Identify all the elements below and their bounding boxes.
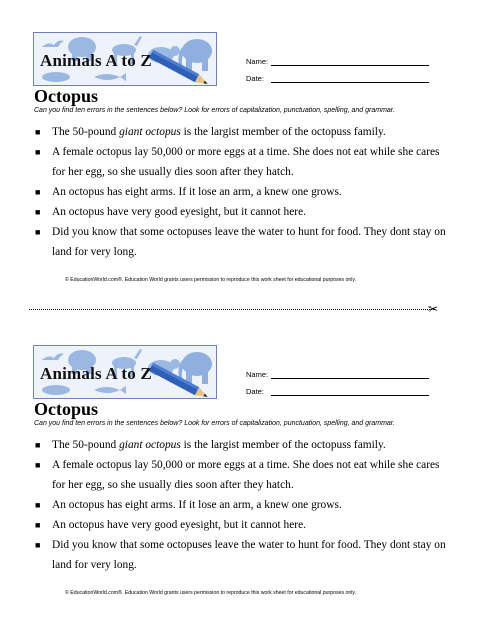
sentence-text: is the largist member of the octopuss family.: [180, 126, 386, 138]
sentence-item: [34, 455, 454, 495]
square-bullet-icon: ■: [35, 127, 41, 137]
animals-a-to-z-banner: [33, 32, 217, 86]
copyright-notice: © EducationWorld.com®. Education World grants users permission to reproduce this work sheet for educational purposes only.: [65, 590, 357, 596]
square-bullet-icon: ■: [35, 207, 41, 217]
sentence-text: The 50-pound: [52, 126, 120, 138]
sentence-text: An octopus has eight arms. If it lose an arm, a knew one grows.: [52, 186, 342, 198]
instructions: Can you find ten errors in the sentences below? Look for errors of capitalization, punctuation, spelling, and grammar.: [34, 420, 395, 427]
name-label: Name:: [246, 370, 269, 379]
sentence-item: [34, 535, 454, 575]
worksheet-title: Octopus: [34, 399, 99, 419]
sentence-list: [34, 122, 454, 262]
sentence-text: An octopus has eight arms. If it lose an arm, a knew one grows.: [52, 499, 342, 511]
sentence-text: is the largist member of the octopuss family.: [180, 439, 386, 451]
cut-line: [29, 309, 434, 310]
worksheet-title: Octopus: [34, 86, 99, 106]
sentence-text: Did you know that some octopuses leave the water to hunt for food. They dont stay on land for very long.: [52, 226, 446, 258]
date-label: Date:: [246, 74, 264, 83]
sentence-item: [34, 435, 454, 455]
square-bullet-icon: ■: [35, 520, 41, 530]
square-bullet-icon: ■: [35, 227, 41, 237]
animals-a-to-z-banner: [33, 345, 217, 399]
sentence-item: [34, 142, 454, 182]
name-label: Name:: [246, 57, 269, 66]
date-label: Date:: [246, 387, 264, 396]
banner-title: Animals A to Z: [40, 51, 152, 70]
sentence-item: [34, 515, 454, 535]
date-write-line: [271, 82, 429, 83]
sentence-emphasis: giant octopus: [119, 126, 181, 138]
name-write-line: [271, 378, 429, 379]
date-write-line: [271, 395, 429, 396]
sentence-item: [34, 122, 454, 142]
sentence-text: An octopus have very good eyesight, but it cannot here.: [52, 206, 307, 218]
copyright-notice: © EducationWorld.com®. Education World grants users permission to reproduce this work sheet for educational purposes only.: [65, 277, 357, 283]
square-bullet-icon: ■: [35, 187, 41, 197]
sentence-emphasis: giant octopus: [119, 439, 181, 451]
sentence-text: A female octopus lay 50,000 or more eggs at a time. She does not eat while she cares for her egg, so she usually dies soon after they hatch.: [52, 459, 440, 491]
sentence-item: [34, 495, 454, 515]
sentence-list: [34, 435, 454, 575]
worksheet-copy-top: [0, 0, 480, 300]
sentence-item: [34, 202, 454, 222]
sentence-text: An octopus have very good eyesight, but it cannot here.: [52, 519, 307, 531]
instructions: Can you find ten errors in the sentences below? Look for errors of capitalization, punctuation, spelling, and grammar.: [34, 107, 395, 114]
square-bullet-icon: ■: [35, 460, 41, 470]
sentence-text: The 50-pound: [52, 439, 120, 451]
banner-title: Animals A to Z: [40, 364, 152, 383]
sentence-text: Did you know that some octopuses leave the water to hunt for food. They dont stay on land for very long.: [52, 539, 446, 571]
square-bullet-icon: ■: [35, 440, 41, 450]
square-bullet-icon: ■: [35, 540, 41, 550]
sentence-item: [34, 222, 454, 262]
worksheet-copy-bottom: [0, 313, 480, 613]
sentence-text: A female octopus lay 50,000 or more eggs at a time. She does not eat while she cares for her egg, so she usually dies soon after they hatch.: [52, 146, 440, 178]
square-bullet-icon: ■: [35, 500, 41, 510]
scissors-icon: ✂: [428, 302, 439, 316]
square-bullet-icon: ■: [35, 147, 41, 157]
sentence-item: [34, 182, 454, 202]
name-write-line: [271, 65, 429, 66]
